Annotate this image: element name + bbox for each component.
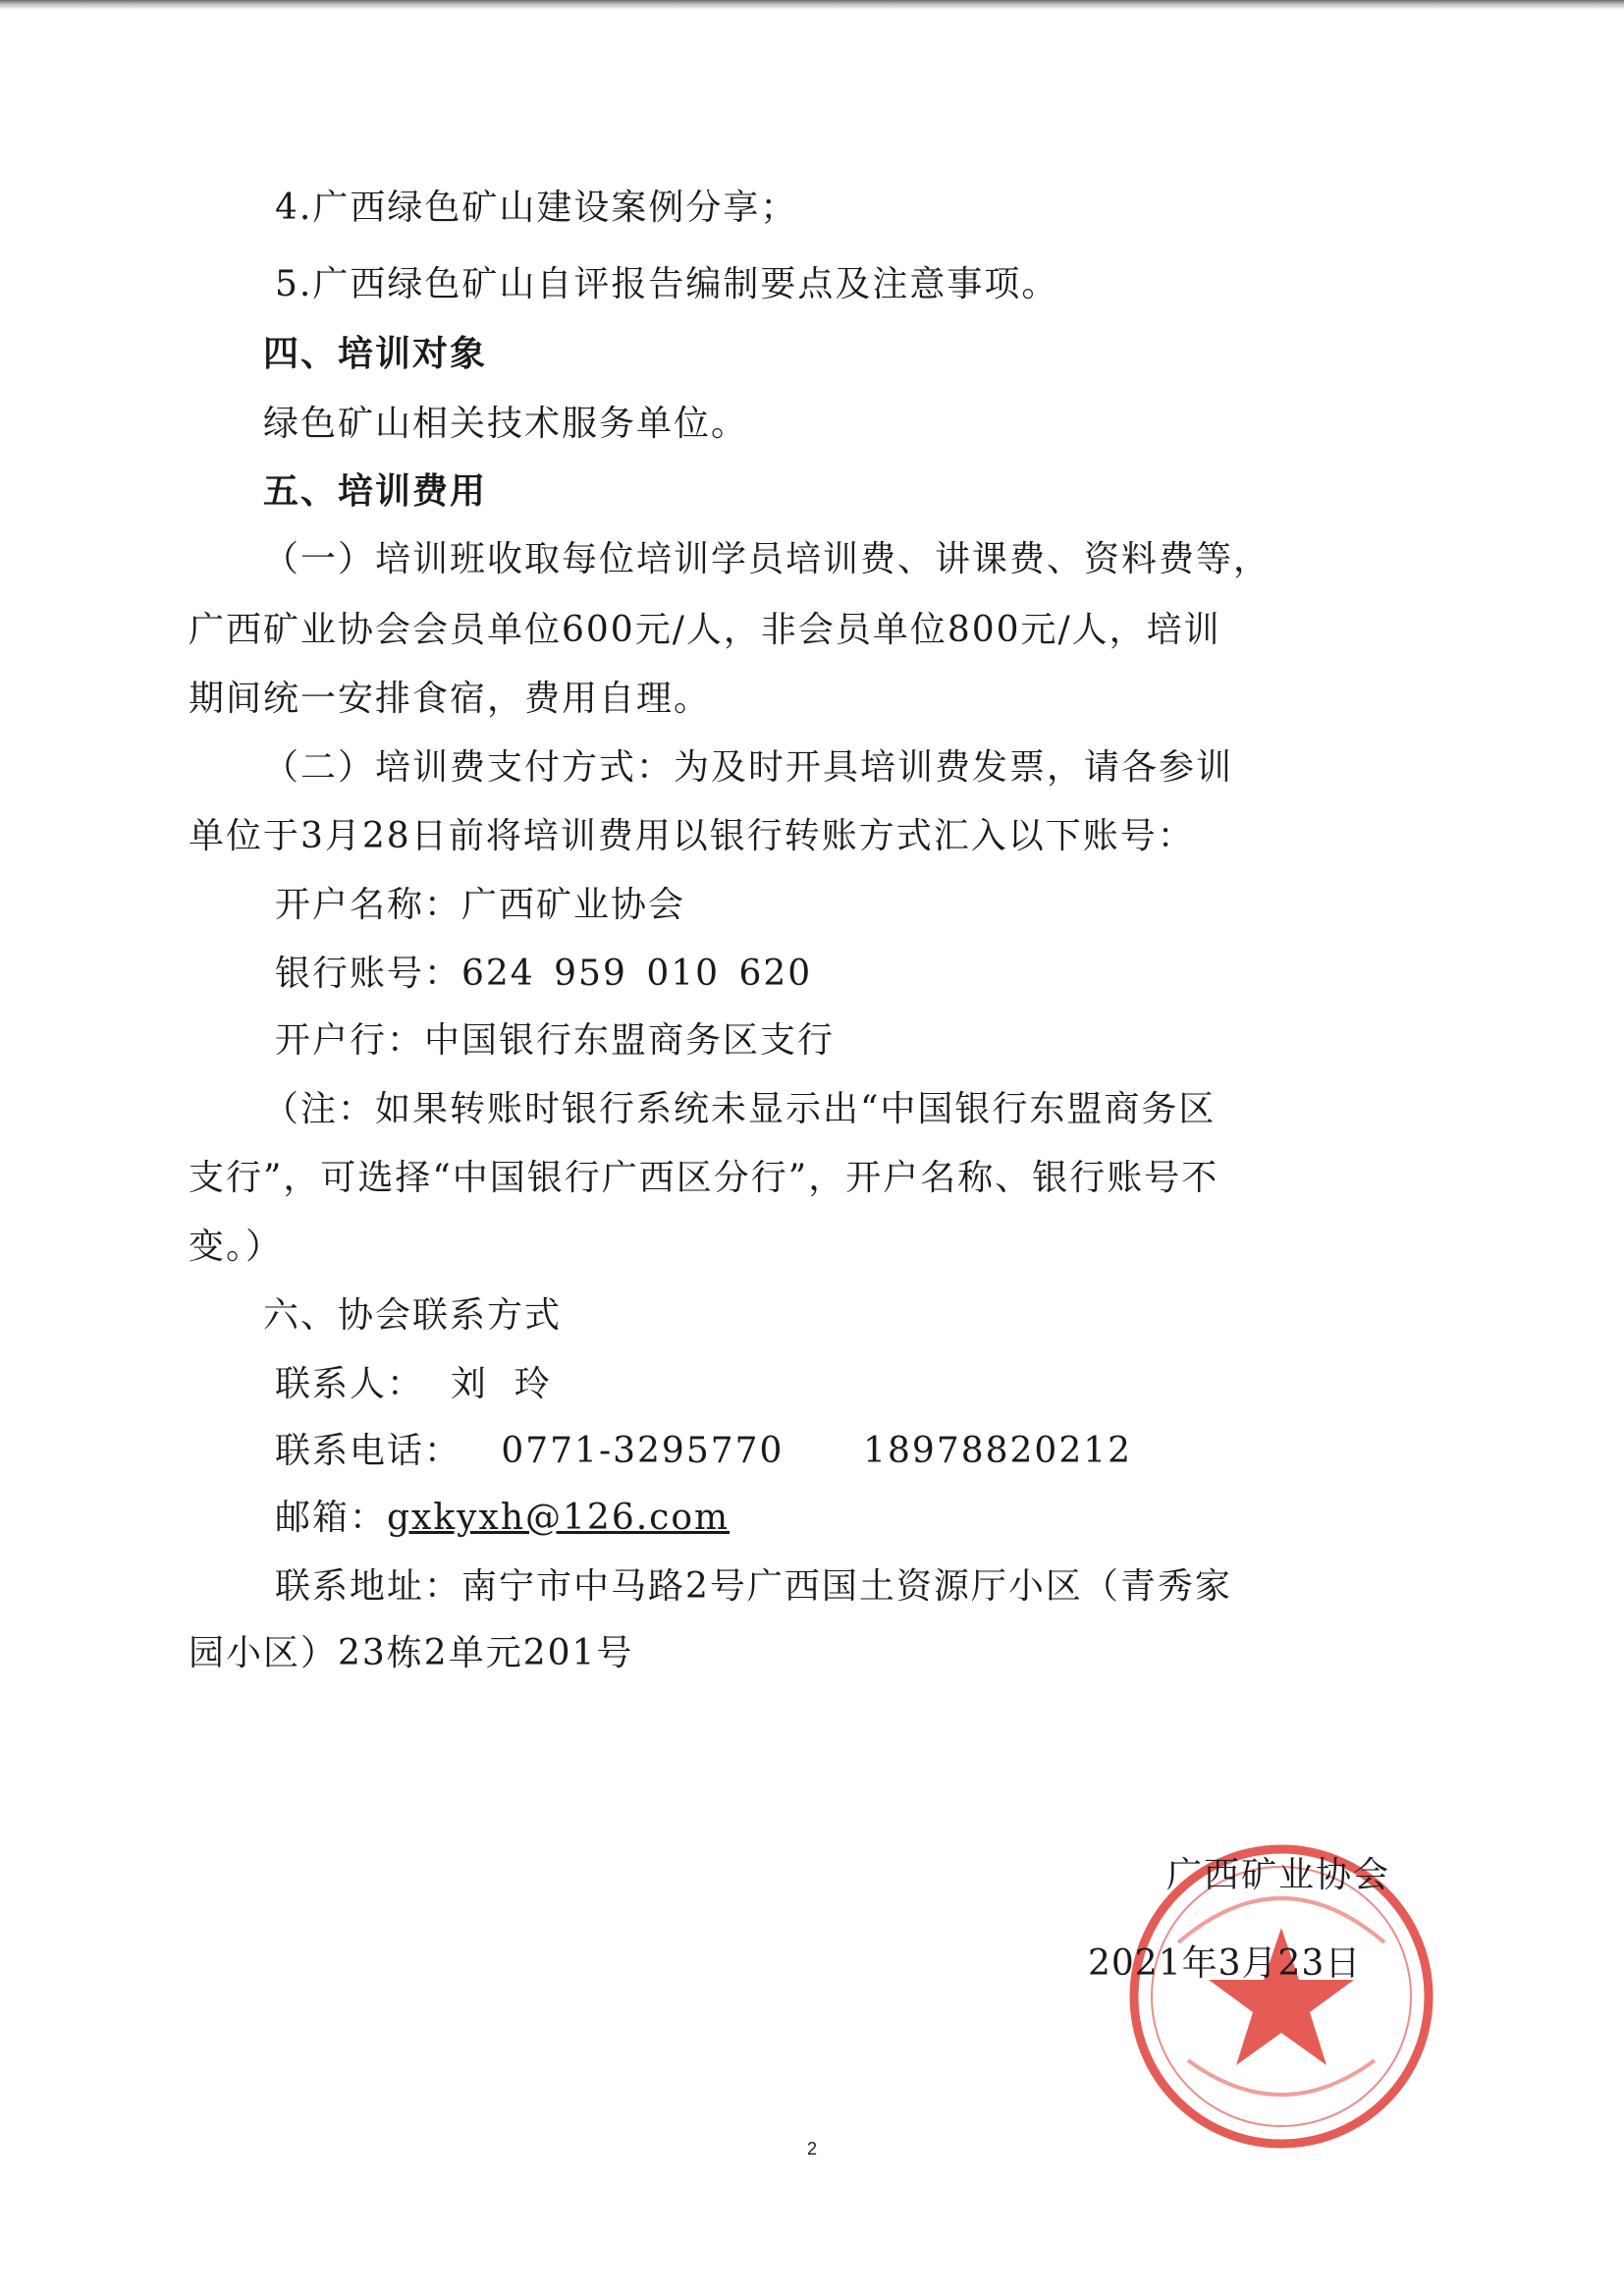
fee-paragraph-1-line-2: 广西矿业协会会员单位600元/人，非会员单位800元/人，培训 bbox=[189, 610, 1221, 650]
list-item-5: 5.广西绿色矿山自评报告编制要点及注意事项。 bbox=[275, 264, 1059, 304]
contact-email-row bbox=[275, 1497, 730, 1540]
fee-paragraph-2-line-1: （二）培训费支付方式：为及时开具培训费发票，请各参训 bbox=[263, 747, 1234, 788]
section-5-heading: 五、培训费用 bbox=[263, 470, 488, 512]
section-6-heading: 六、协会联系方式 bbox=[263, 1295, 563, 1336]
section-4-text: 绿色矿山相关技术服务单位。 bbox=[263, 404, 749, 444]
section-4-heading: 四、培训对象 bbox=[263, 333, 488, 374]
contact-phone: 联系电话： 0771-3295770 18978820212 bbox=[275, 1431, 1133, 1471]
fee-paragraph-2-line-2: 单位于3月28日前将培训费用以银行转账方式汇入以下账号： bbox=[189, 816, 1195, 856]
bank-branch: 开户行：中国银行东盟商务区支行 bbox=[275, 1020, 836, 1061]
address-line-2: 园小区）23栋2单元201号 bbox=[189, 1633, 634, 1673]
contact-person: 联系人： 刘 玲 bbox=[275, 1364, 552, 1404]
note-line-3: 变。） bbox=[189, 1227, 284, 1267]
fee-paragraph-1-line-1: （一）培训班收取每位培训学员培训费、讲课费、资料费等， bbox=[263, 539, 1272, 579]
signature-organization: 广西矿业协会 bbox=[1166, 1855, 1391, 1895]
account-name: 开户名称：广西矿业协会 bbox=[275, 885, 686, 925]
address-line-1: 联系地址：南宁市中马路2号广西国土资源厅小区（青秀家 bbox=[275, 1566, 1232, 1607]
email-label: 邮箱： bbox=[275, 1498, 388, 1538]
scan-edge bbox=[0, 0, 1624, 10]
account-number: 银行账号：624 959 010 620 bbox=[275, 954, 813, 994]
email-link[interactable]: gxkyxh@126.com bbox=[387, 1498, 731, 1538]
page-number: 2 bbox=[806, 2139, 817, 2159]
note-line-2: 支行”，可选择“中国银行广西区分行”，开户名称、银行账号不 bbox=[189, 1158, 1219, 1198]
note-line-1: （注：如果转账时银行系统未显示出“中国银行东盟商务区 bbox=[263, 1089, 1217, 1129]
signature-date: 2021年3月23日 bbox=[1088, 1943, 1362, 1984]
list-item-4: 4.广西绿色矿山建设案例分享； bbox=[275, 188, 798, 228]
fee-paragraph-1-line-3: 期间统一安排食宿，费用自理。 bbox=[189, 679, 712, 719]
